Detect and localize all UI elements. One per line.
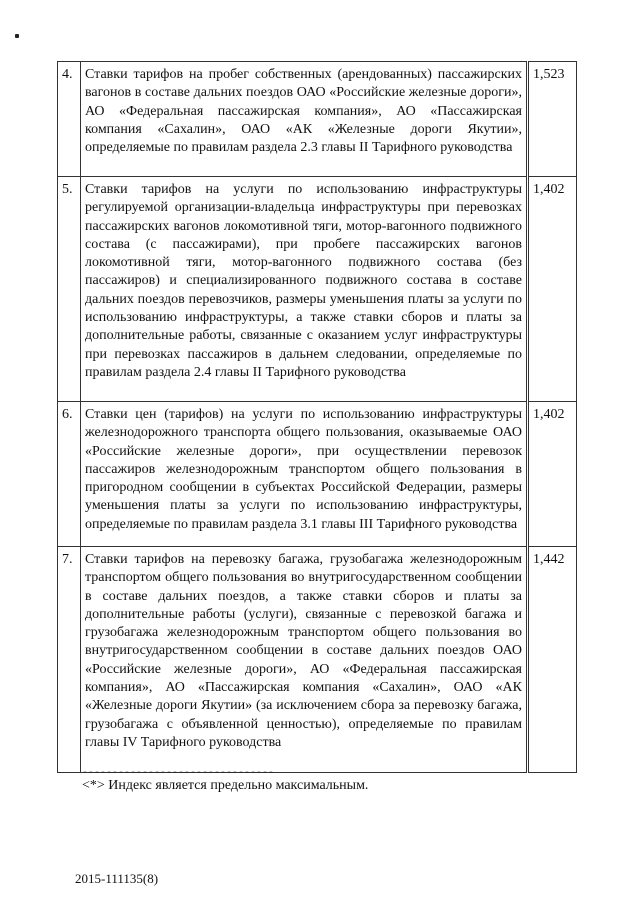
footnote-text: <*> Индекс является предельно максимальным. [82, 778, 369, 793]
row-number: 7. [58, 547, 81, 773]
row-number: 4. [58, 62, 81, 177]
row-index-value: 1,402 [528, 177, 577, 402]
row-description: Ставки тарифов на пробег собственных (арендованных) пассажирских вагонов в составе дальних поездов ОАО «Российские железные дороги», АО «Федеральная пассажирская компания», АО «Пассажирская компания «Сахалин», ОАО «АК «Железные дороги Якутии», определяемые по правилам раздела 2.3 главы II Тарифного руководства [81, 62, 528, 177]
row-number: 6. [58, 402, 81, 547]
table-row [58, 62, 577, 177]
document-code: 2015-111135(8) [75, 871, 159, 886]
row-description: Ставки тарифов на услуги по использованию инфраструктуры регулируемой организации-владельца инфраструктуры при перевозках пассажирских вагонов локомотивной тяги, мотор-вагонного подвижного состава (с пассажирами), при пробеге пассажирских вагонов локомотивной тяги, мотор-вагонного подвижного состава (без пассажиров) и специализированного подвижного состава в составе дальних поездов перевозчиков, размеры уменьшения платы за услуги по использованию инфраструктуры, а также ставки сборов и платы за дополнительные работы, связанные с оказанием услуг инфраструктуры при перевозках пассажиров в дальнем следовании, определяемые по правилам раздела 2.4 главы II Тарифного руководства [81, 177, 528, 402]
scan-mark [15, 34, 19, 38]
table-row [58, 547, 577, 773]
table-row [58, 177, 577, 402]
table-row [58, 402, 577, 547]
row-index-value: 1,523 [528, 62, 577, 177]
footnote-separator: -------------------------------- [82, 768, 275, 779]
row-description: Ставки тарифов на перевозку багажа, грузобагажа железнодорожным транспортом общего пользования во внутригосударственном сообщении в составе дальних поездов, а также ставки сборов и платы за дополнительные работы (услуги), связанные с перевозкой багажа и грузобагажа железнодорожным транспортом общего пользования во внутригосударственном сообщении в составе дальних поездов ОАО «Российские железные дороги», АО «Федеральная пассажирская компания», АО «Пассажирская компания «Сахалин», ОАО «АК «Железные дороги Якутии» (за исключением сбора за перевозку багажа, грузобагажа с объявленной ценностью), определяемые по правилам главы IV Тарифного руководства [81, 547, 528, 773]
row-index-value: 1,442 [528, 547, 577, 773]
tariff-index-table [57, 61, 577, 773]
row-number: 5. [58, 177, 81, 402]
row-index-value: 1,402 [528, 402, 577, 547]
row-description: Ставки цен (тарифов) на услуги по использованию инфраструктуры железнодорожного транспорта общего пользования, оказываемые ОАО «Российские железные дороги», при осуществлении перевозок пассажиров железнодорожным транспортом общего пользования в пригородном сообщении в субъектах Российской Федерации, размеры уменьшения платы за услуги по использованию инфраструктуры, определяемые по правилам раздела 3.1 главы III Тарифного руководства [81, 402, 528, 547]
